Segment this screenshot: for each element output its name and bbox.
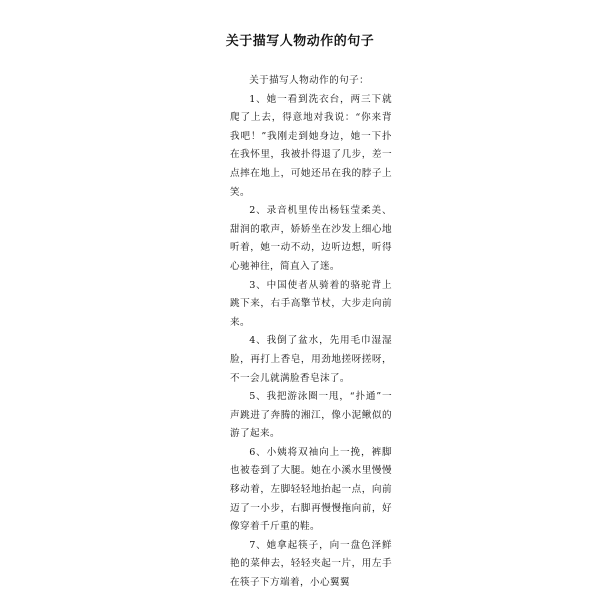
sentence-paragraph-1: 1、她一看到洗衣台，两三下就爬了上去，得意地对我说：“你来背我吧！”我刚走到她身边，她一下扑在我怀里，我被扑得退了几步，差一点摔在地上，可她还吊在我的脖子上笑。 [230, 93, 392, 198]
page-title: 关于描写人物动作的句子 [225, 34, 375, 49]
sentence-paragraph-3: 3、中国使者从骑着的骆驼背上跳下来，右手高擎节杖，大步走向前来。 [230, 279, 392, 328]
sentence-paragraph-5: 5、我把游泳圈一甩，“扑通”一声跳进了奔腾的湘江，像小泥鳅似的游了起来。 [230, 391, 392, 440]
article-body [230, 72, 392, 593]
sentence-paragraph-4: 4、我倒了盆水，先用毛巾湿湿脸，再打上香皂，用劲地搓呀搓呀，不一会儿就满脸香皂沫了。 [230, 335, 392, 384]
intro-paragraph: 关于描写人物动作的句子： [249, 75, 370, 86]
sentence-paragraph-6: 6、小姨将双袖向上一挽，裤脚也被卷到了大腿。她在小溪水里慢慢移动着，左脚轻轻地抬起一点，向前迈了一小步，右脚再慢慢拖向前，好像穿着千斤重的鞋。 [230, 446, 392, 533]
sentence-paragraph-7: 7、她拿起筷子，向一盘色泽鲜艳的菜伸去，轻轻夹起一片，用左手在筷子下方端着，小心翼翼 [230, 539, 392, 589]
sentence-paragraph-2: 2、录音机里传出杨钰莹柔美、甜润的歌声，娇娇坐在沙发上细心地听着，她一动不动，边听边想，听得心驰神往，简直入了迷。 [230, 205, 392, 272]
